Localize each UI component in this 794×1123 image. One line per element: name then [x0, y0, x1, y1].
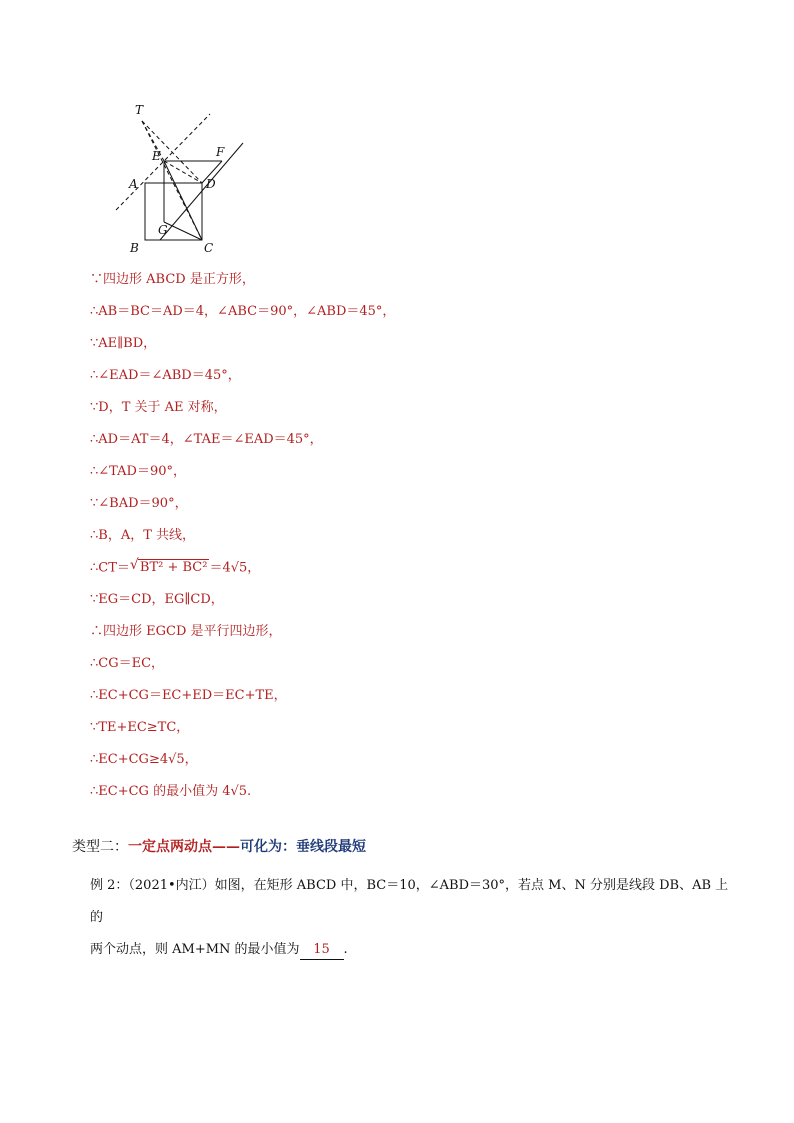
example-line-1: 例 2：（2021•内江）如图，在矩形 ABCD 中，BC＝10，∠ABD＝30°，若点 M、N 分别是线段 DB、AB 上的: [90, 878, 729, 925]
solution-step: ∴EC+CG 的最小值为 4√5.: [90, 784, 252, 799]
solution-step: ∴EC+CG≥4√5，: [90, 752, 198, 767]
segment-gc: [164, 222, 202, 240]
solution-step: ∴四边形 EGCD 是平行四边形，: [90, 624, 282, 639]
label-a: A: [129, 177, 138, 191]
label-t: T: [135, 103, 144, 117]
label-f: F: [216, 145, 225, 159]
solution-steps: [90, 268, 730, 812]
geometry-figure: [100, 98, 250, 258]
label-d: D: [206, 177, 216, 191]
answer-blank: 15: [300, 941, 344, 960]
square-abcd: [145, 183, 202, 240]
example-line-2: 两个动点，则 AM+MN 的最小值为 15 .: [90, 934, 730, 966]
example-2: [90, 870, 730, 966]
solution-step: ∴EC+CG＝EC+ED＝EC+TE，: [90, 688, 287, 703]
solution-step: ∵D，T 关于 AE 对称，: [90, 400, 227, 415]
solution-step: ∴B，A，T 共线，: [90, 528, 196, 543]
solution-step: ∵TE+EC≥TC，: [90, 720, 190, 735]
label-b: B: [130, 241, 139, 255]
label-g: G: [158, 223, 168, 237]
section-heading-type2: 类型二：一定点两动点——可化为：垂线段最短: [72, 839, 366, 855]
solution-step: ∴AB＝BC＝AD＝4，∠ABC＝90°，∠ABD＝45°，: [90, 304, 396, 319]
solution-step-sqrt: ∴CT＝ √ BT² + BC² ＝4√5，: [90, 556, 730, 588]
square-root: √ BT² + BC²: [129, 557, 208, 575]
label-e: E: [152, 149, 161, 163]
solution-step: ∴AD＝AT＝4，∠TAE＝∠EAD＝45°，: [90, 432, 323, 447]
solution-step: ∴CG＝EC，: [90, 656, 165, 671]
solution-step: ∴∠EAD＝∠ABD＝45°，: [90, 368, 241, 383]
solution-step: ∵EG＝CD，EG∥CD，: [90, 592, 224, 607]
label-c: C: [204, 241, 214, 255]
dashed-line-ae: [116, 114, 210, 210]
solution-step: ∴∠TAD＝90°，: [90, 464, 186, 479]
solution-step: ∵四边形 ABCD 是正方形，: [90, 272, 255, 287]
dashed-segment-tc: [142, 121, 202, 240]
solution-step: ∵AE∥BD，: [90, 336, 157, 351]
solution-step: ∵∠BAD＝90°，: [90, 496, 188, 511]
